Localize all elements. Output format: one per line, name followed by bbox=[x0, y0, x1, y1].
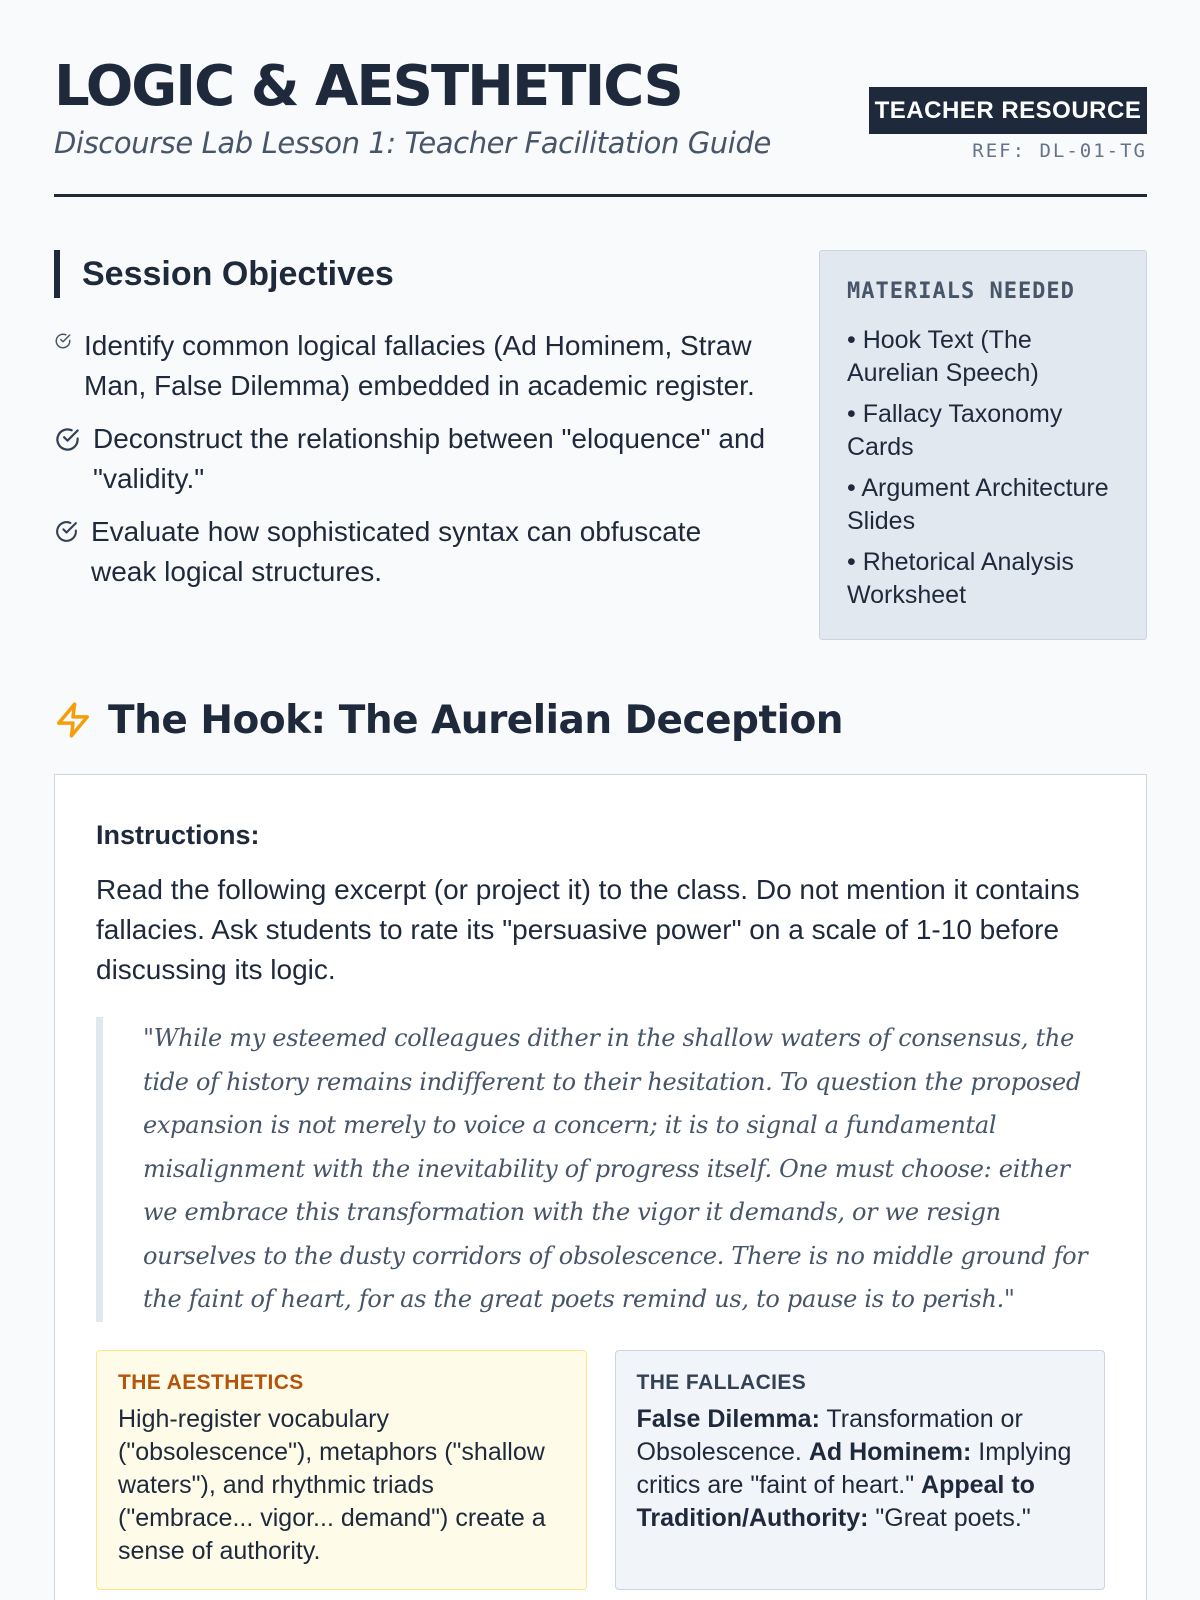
instructions-label: Instructions: bbox=[96, 820, 260, 850]
objective-item bbox=[54, 419, 774, 499]
analysis-boxes bbox=[96, 1350, 1105, 1590]
aesthetics-box bbox=[96, 1350, 587, 1590]
check-circle-icon bbox=[54, 332, 72, 350]
fallacy-description: "Great poets." bbox=[875, 1503, 1031, 1532]
fallacy-description: Implying critics are "faint of heart." bbox=[636, 1437, 1072, 1499]
fallacy-term: Appeal to Tradition/Authority: bbox=[636, 1470, 1035, 1532]
fallacy-description: Transformation or Obsolescence. bbox=[636, 1404, 1023, 1466]
material-item: • Hook Text (The Aurelian Speech) bbox=[847, 326, 1039, 387]
header bbox=[54, 0, 1147, 197]
objective-item bbox=[54, 512, 774, 592]
page-title: LOGIC & AESTHETICS bbox=[54, 54, 682, 119]
instructions-text: Read the following excerpt (or project it) to the class. Do not mention it contains fallacies. Ask students to rate its "persuasive power" on a scale of 1-10 before discussing its logic. bbox=[96, 874, 1080, 985]
aesthetics-label: THE AESTHETICS bbox=[118, 1370, 304, 1394]
fallacies-label: THE FALLACIES bbox=[636, 1370, 807, 1394]
aesthetics-text: High-register vocabulary ("obsolescence"), metaphors ("shallow waters"), and rhythmic triads ("embrace... vigor... demand") create a sense of authority. bbox=[118, 1404, 546, 1565]
reference-code: REF: DL-01-TG bbox=[972, 140, 1147, 162]
objective-text: Identify common logical fallacies (Ad Hominem, Straw Man, False Dilemma) embedded in academic register. bbox=[84, 330, 755, 401]
fallacies-box bbox=[615, 1350, 1106, 1590]
material-item: • Rhetorical Analysis Worksheet bbox=[847, 548, 1074, 609]
materials-panel bbox=[819, 250, 1147, 640]
objectives-list bbox=[54, 326, 774, 592]
hook-quote: "While my esteemed colleagues dither in the shallow waters of consensus, the tide of history remains indifferent to their hesitation. To question the proposed expansion is not merely to voice a concern; it is to signal a fundamental misalignment with the inevitability of progress itself. One must choose: either we embrace this transformation with the vigor it demands, or we resign ourselves to the dusty corridors of obsolescence. There is no middle ground for the faint of heart, for as the great poets remind us, to pause is to perish." bbox=[96, 1017, 1105, 1322]
lesson-page bbox=[54, 0, 1147, 1565]
material-item: • Fallacy Taxonomy Cards bbox=[847, 400, 1063, 461]
fallacies-text bbox=[637, 1403, 1083, 1535]
hook-heading bbox=[54, 690, 843, 750]
hook-card bbox=[54, 774, 1147, 1600]
material-item: • Argument Architecture Slides bbox=[847, 474, 1109, 535]
objectives-heading: Session Objectives bbox=[54, 250, 774, 298]
hook-title-text: The Hook: The Aurelian Deception bbox=[108, 697, 844, 743]
lightning-icon bbox=[54, 700, 92, 740]
materials-heading: MATERIALS NEEDED bbox=[847, 279, 1075, 304]
objective-text: Evaluate how sophisticated syntax can obfuscate weak logical structures. bbox=[91, 516, 702, 587]
objective-text: Deconstruct the relationship between "eloquence" and "validity." bbox=[93, 423, 766, 494]
objective-item bbox=[54, 326, 774, 406]
session-objectives bbox=[54, 250, 774, 605]
teacher-resource-badge: TEACHER RESOURCE bbox=[869, 87, 1147, 134]
check-circle-icon bbox=[54, 519, 79, 544]
check-circle-icon bbox=[54, 426, 81, 453]
fallacy-term: False Dilemma: bbox=[636, 1404, 820, 1433]
fallacy-term: Ad Hominem: bbox=[808, 1437, 972, 1466]
page-subtitle: Discourse Lab Lesson 1: Teacher Facilitation Guide bbox=[54, 126, 771, 160]
